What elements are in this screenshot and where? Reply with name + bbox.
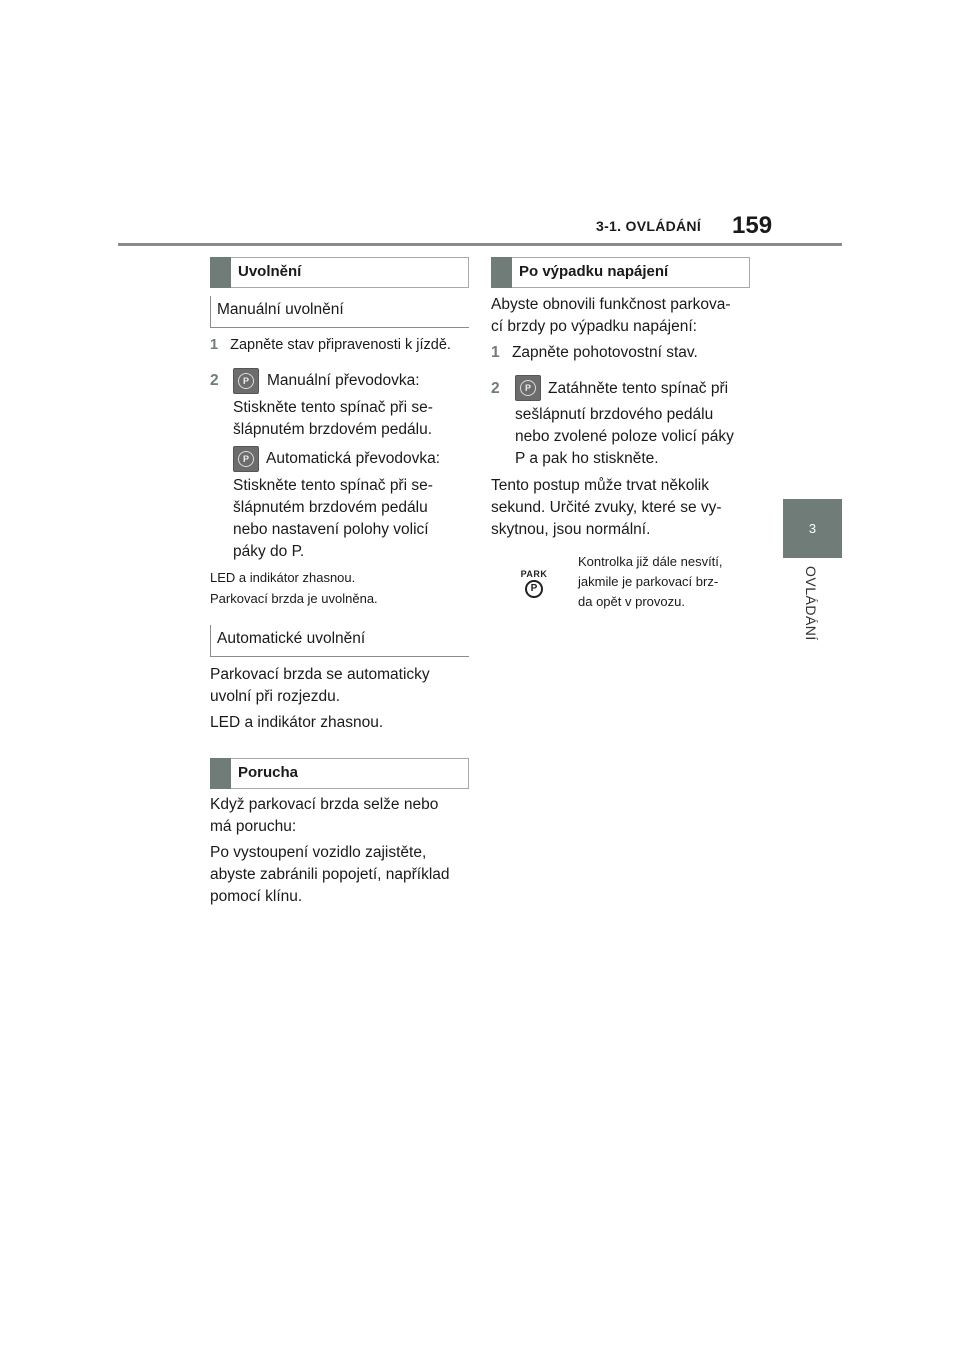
step-2-text-e: Stiskněte tento spínač při se- [233,477,433,494]
park-icon-label: PARK [520,569,548,579]
porucha-text-1: Když parkovací brzda selže nebo [210,796,439,813]
chapter-number: 3 [808,521,817,536]
power-text-1: Abyste obnovili funkčnost parkova- [491,296,731,313]
step-text: Zapněte stav připravenosti k jízdě. [230,337,451,353]
parking-brake-switch-icon [515,375,541,401]
step-2-text-f: šlápnutém brzdovém pedálu [233,499,428,516]
porucha-text-2: má poruchu: [210,818,297,835]
power-step-2-a: Zatáhněte tento spínač při [548,380,729,397]
heading-bar [491,257,512,288]
step-number: 1 [210,337,219,353]
heading-label: Po výpadku napájení [519,263,669,280]
auto-text-3: LED a indikátor zhasnou. [210,714,384,731]
power-step-2-c: nebo zvolené poloze volicí páky [515,428,734,445]
step-2-text-h: páky do P. [233,543,305,560]
chapter-tab [783,499,842,558]
chapter-label: OVLÁDÁNÍ [803,566,819,641]
power-step-2-d: P a pak ho stiskněte. [515,450,659,467]
step-2-text-c: šlápnutém brzdovém pedálu. [233,421,433,438]
note-released: Parkovací brzda je uvolněna. [210,591,378,606]
page-number: 159 [732,212,773,239]
section-heading-uvolneni [210,257,469,288]
park-icon-p: P [525,580,543,598]
step-2-text-a: Manuální převodovka: [267,372,420,389]
subheading-label: Manuální uvolnění [217,301,344,318]
power-step-2-b: sešlápnutí brzdového pedálu [515,406,714,423]
heading-label: Porucha [238,764,299,781]
auto-text-2: uvolní při rozjezdu. [210,688,341,705]
subheading-manual [210,296,469,328]
note-led: LED a indikátor zhasnou. [210,570,356,585]
power-step-2-number: 2 [491,380,500,397]
power-text-4: sekund. Určité zvuky, které se vy- [491,499,722,516]
subheading-label: Automatické uvolnění [217,630,366,647]
step-1 [210,334,451,356]
auto-text-1: Parkovací brzda se automaticky [210,666,430,683]
step-number: 1 [491,344,500,361]
power-text-2: cí brzdy po výpadku napájení: [491,318,697,335]
indicator-note-2: jakmile je parkovací brz- [578,574,719,589]
step-2-number: 2 [210,372,219,389]
indicator-note-1: Kontrolka již dále nesvítí, [578,554,723,569]
switch-glyph: P [238,373,254,389]
power-text-5: skytnou, jsou normální. [491,521,651,538]
switch-glyph: P [520,380,536,396]
porucha-text-4: abyste zabránili popojetí, například [210,866,450,883]
power-text-3: Tento postup může trvat několik [491,477,709,494]
section-heading-power-failure [491,257,750,288]
section-title: 3-1. OVLÁDÁNÍ [596,218,702,234]
header-divider [118,243,842,246]
section-heading-porucha [210,758,469,789]
parking-brake-switch-icon [233,368,259,394]
step-text: Zapněte pohotovostní stav. [511,344,698,361]
switch-glyph: P [238,451,254,467]
subheading-automatic [210,625,469,657]
power-step-1 [491,342,698,364]
step-2-text-d: Automatická převodovka: [266,450,441,467]
porucha-text-3: Po vystoupení vozidlo zajistěte, [210,844,427,861]
porucha-text-5: pomocí klínu. [210,888,303,905]
step-2-text-g: nebo nastavení polohy volicí [233,521,429,538]
step-2-text-b: Stiskněte tento spínač při se- [233,399,433,416]
indicator-note-3: da opět v provozu. [578,594,685,609]
heading-bar [210,758,231,789]
heading-bar [210,257,231,288]
park-indicator-icon [518,569,550,601]
heading-label: Uvolnění [238,263,302,280]
parking-brake-switch-icon [233,446,259,472]
